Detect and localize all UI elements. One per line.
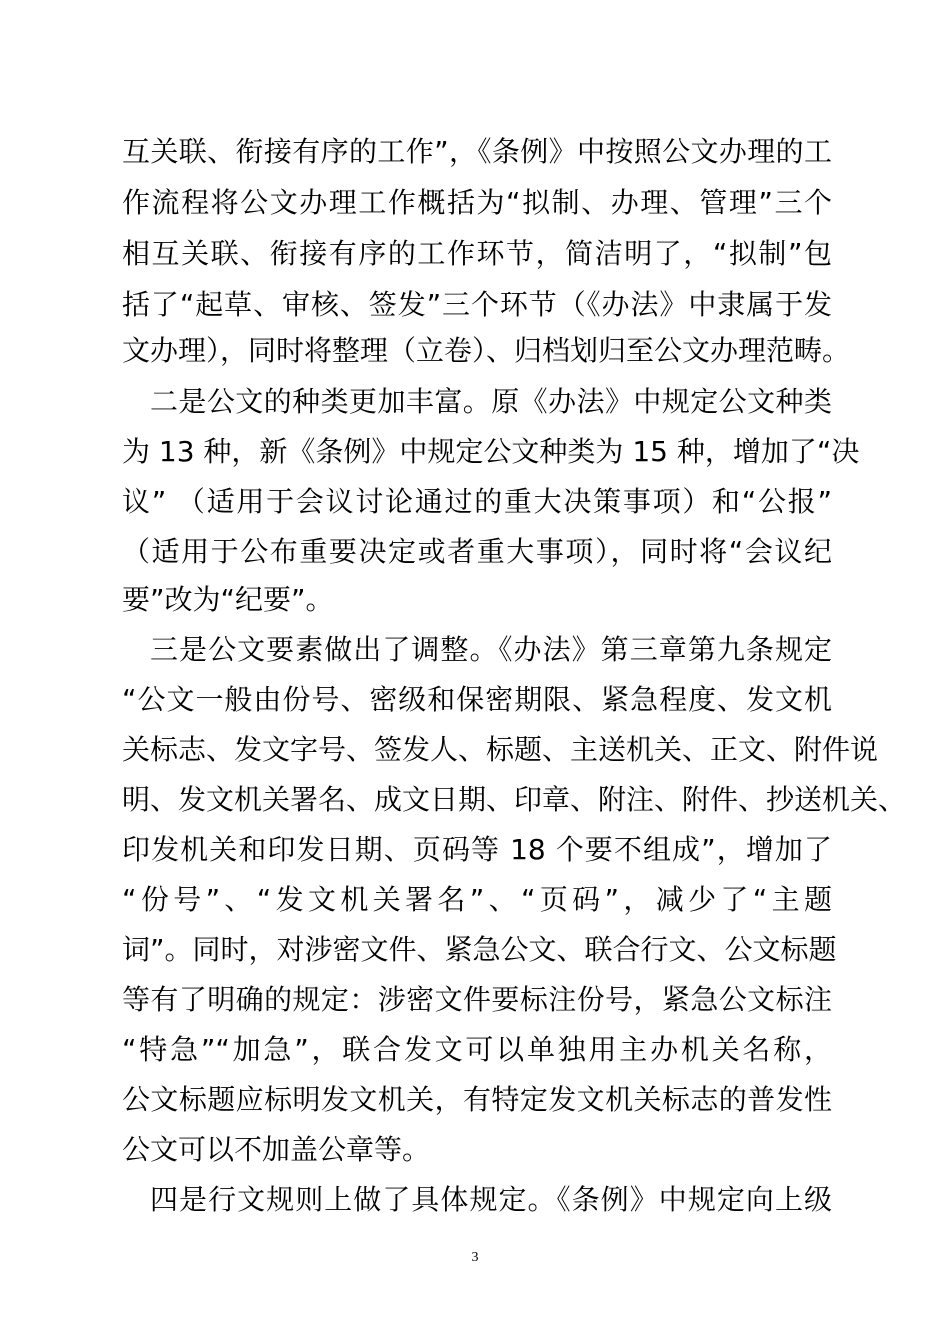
body-text-line: 等有了明确的规定：涉密文件要标注份号，紧急公文标注 — [122, 983, 832, 1016]
body-text-line: 文办理），同时将整理（立卷）、归档划归至公文办理范畴。 — [122, 334, 851, 367]
body-text-line: 相互关联、衔接有序的工作环节，简洁明了，“拟制”包 — [122, 237, 832, 270]
paragraph-first-line: 三是公文要素做出了调整。《办法》第三章第九条规定 — [150, 633, 832, 666]
body-text-line: （适用于公布重要决定或者重大事项），同时将“会议纪 — [122, 535, 832, 568]
page-number: 3 — [471, 1250, 479, 1265]
body-text-line: 括了“起草、审核、签发”三个环节（《办法》中隶属于发 — [122, 288, 832, 321]
body-text-line: 公文可以不加盖公章等。 — [122, 1133, 431, 1166]
body-text-line: 作流程将公文办理工作概括为“拟制、办理、管理”三个 — [122, 186, 832, 219]
body-text-line: 印发机关和印发日期、页码等 18 个要不组成”，增加了 — [122, 833, 832, 866]
body-text-line: 为 13 种，新《条例》中规定公文种类为 15 种，增加了“决 — [122, 435, 860, 468]
body-text-line: 公文标题应标明发文机关，有特定发文机关标志的普发性 — [122, 1083, 832, 1116]
body-text-line: 互关联、衔接有序的工作”，《条例》中按照公文办理的工 — [122, 135, 832, 168]
body-text-line: “公文一般由份号、密级和保密期限、紧急程度、发文机 — [122, 683, 832, 716]
paragraph-first-line: 四是行文规则上做了具体规定。《条例》中规定向上级 — [150, 1183, 832, 1216]
body-text-line: 要”改为“纪要”。 — [122, 583, 334, 616]
body-text-line: “特急”“加急”，联合发文可以单独用主办机关名称， — [122, 1033, 832, 1066]
body-text-line: 明、发文机关署名、成文日期、印章、附注、附件、抄送机关、 — [122, 783, 907, 816]
body-text-line: 议” （适用于会议讨论通过的重大决策事项）和“公报” — [122, 485, 832, 518]
body-text-line: 词”。同时，对涉密文件、紧急公文、联合行文、公文标题 — [122, 933, 837, 966]
paragraph-first-line: 二是公文的种类更加丰富。原《办法》中规定公文种类 — [150, 385, 832, 418]
body-text-line: “份号”、“发文机关署名”、“页码”，减少了“主题 — [122, 883, 832, 916]
body-text-line: 关标志、发文字号、签发人、标题、主送机关、正文、附件说 — [122, 733, 879, 766]
